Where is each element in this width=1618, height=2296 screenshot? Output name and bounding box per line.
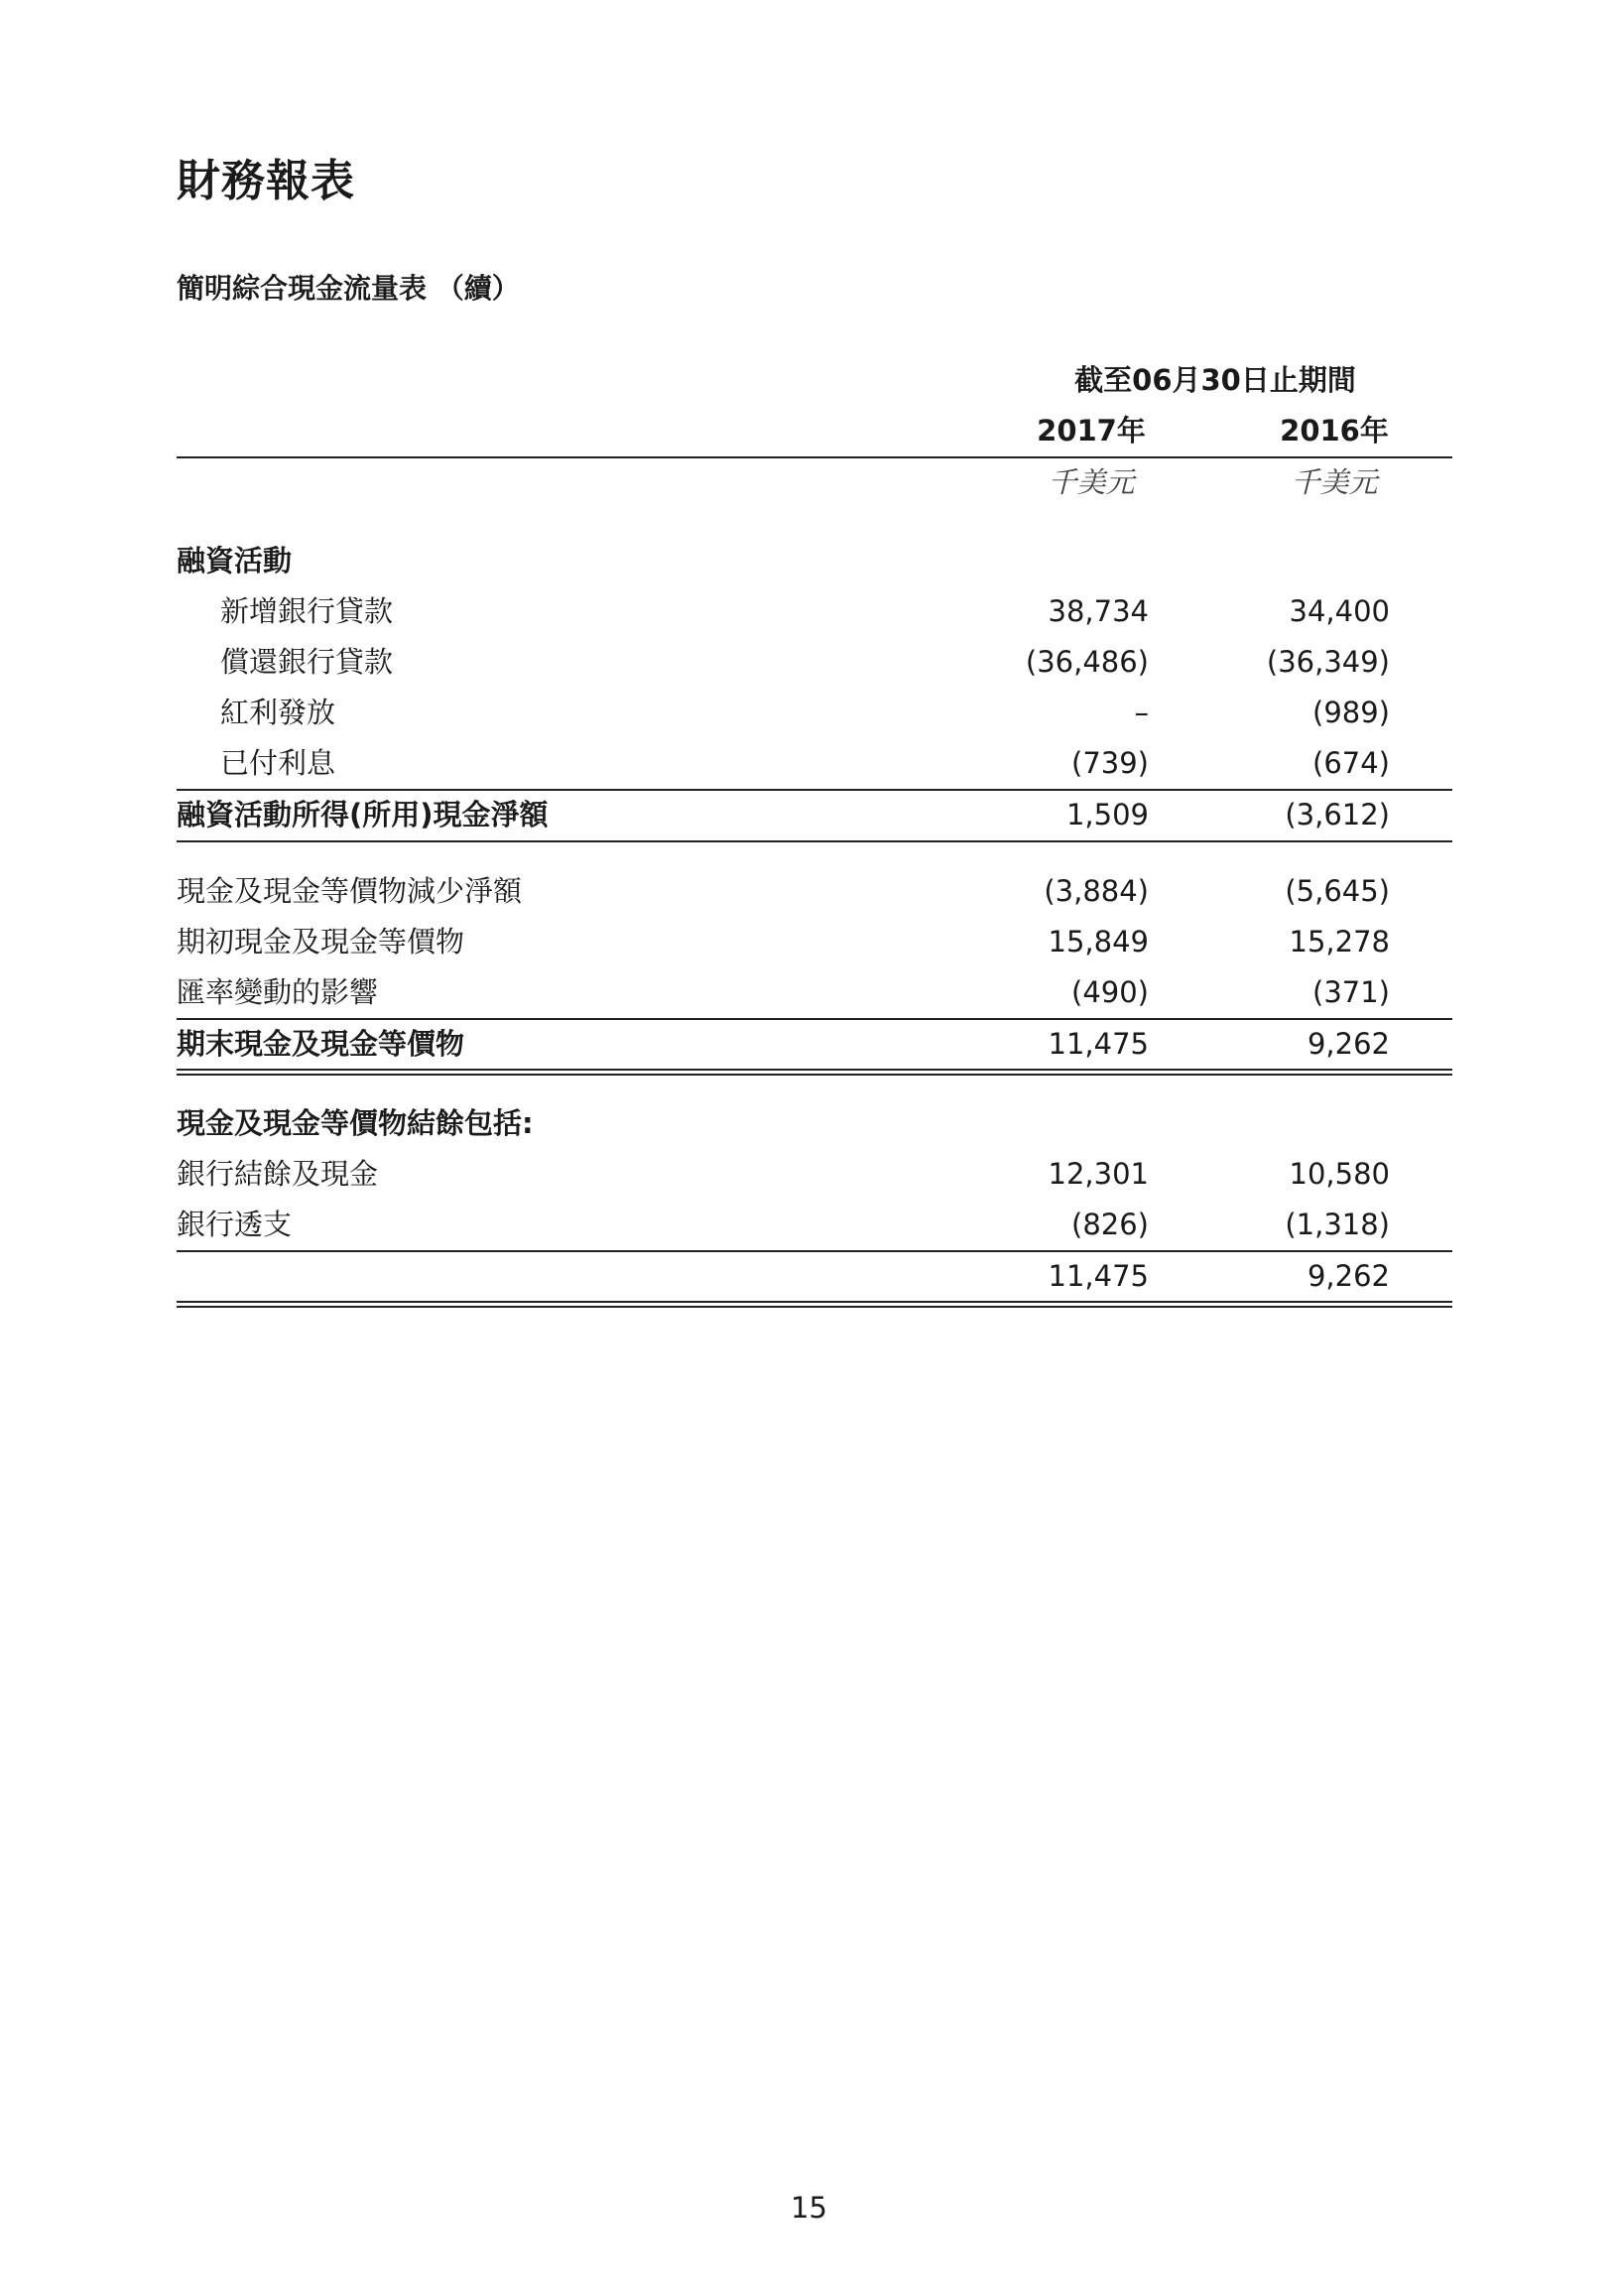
column-header-2017: 2017年: [1037, 414, 1146, 447]
row-label: 融資活動所得(所用)現金淨額: [177, 798, 549, 831]
value-2017: –: [1134, 696, 1149, 729]
value-2016: 10,580: [1289, 1157, 1390, 1191]
table-row: [177, 738, 1452, 789]
table-row: [177, 917, 1452, 967]
row-label: 償還銀行貸款: [220, 645, 394, 679]
closing-cash-row: [177, 1019, 1452, 1070]
value-2017: (36,486): [1025, 645, 1149, 679]
value-2017: 11,475: [1048, 1259, 1149, 1293]
value-2016: (674): [1312, 746, 1390, 780]
table-row: [177, 1149, 1452, 1200]
financing-heading: 融資活動: [177, 544, 293, 577]
value-2017: 12,301: [1048, 1157, 1149, 1191]
value-2016: (3,612): [1285, 798, 1390, 831]
value-2017: 1,509: [1065, 798, 1149, 831]
page-number: 15: [791, 2191, 827, 2225]
table-row: [177, 637, 1452, 688]
value-2016: 9,262: [1307, 1027, 1390, 1061]
total-double-rule: [177, 1301, 1452, 1303]
value-2016: 34,400: [1289, 594, 1390, 628]
period-header: 截至06月30日止期間: [1074, 363, 1356, 397]
value-2017: 11,475: [1048, 1027, 1149, 1061]
value-2016: (989): [1312, 696, 1390, 729]
total-double-rule: [177, 1069, 1452, 1071]
value-2017: 15,849: [1048, 925, 1149, 958]
value-2017: (826): [1071, 1208, 1149, 1241]
table-row: [177, 586, 1452, 637]
breakdown-heading-row: [177, 1098, 1452, 1149]
value-2016: (371): [1312, 975, 1390, 1009]
value-2017: (490): [1071, 975, 1149, 1009]
unit-label-2017: 千美元: [1048, 465, 1135, 499]
row-label: 匯率變動的影響: [177, 975, 379, 1009]
breakdown-total-row: [177, 1251, 1452, 1302]
row-label: 新增銀行貸款: [220, 594, 394, 628]
row-label: 期初現金及現金等價物: [177, 925, 465, 958]
value-2016: (36,349): [1266, 645, 1390, 679]
table-row: [177, 688, 1452, 738]
financing-heading-row: [177, 536, 1452, 586]
row-label: 現金及現金等價物減少淨額: [177, 874, 523, 908]
value-2017: 38,734: [1048, 594, 1149, 628]
value-2016: (1,318): [1285, 1208, 1390, 1241]
section-title: 簡明綜合現金流量表 （續）: [177, 272, 520, 305]
value-2016: (5,645): [1285, 874, 1390, 908]
breakdown-heading: 現金及現金等價物結餘包括:: [177, 1106, 534, 1140]
value-2016: 15,278: [1289, 925, 1390, 958]
value-2017: (3,884): [1044, 874, 1149, 908]
row-label: 銀行結餘及現金: [177, 1157, 379, 1191]
page-title: 財務報表: [177, 156, 355, 206]
row-label: 期末現金及現金等價物: [177, 1027, 465, 1061]
subtotal-rule: [177, 840, 1452, 842]
unit-label-2016: 千美元: [1291, 465, 1378, 499]
table-row: [177, 1200, 1452, 1250]
table-row: [177, 967, 1452, 1018]
column-header-2016: 2016年: [1280, 414, 1389, 447]
row-label: 紅利發放: [220, 696, 336, 729]
value-2016: 9,262: [1307, 1259, 1390, 1293]
value-2017: (739): [1071, 746, 1149, 780]
financing-net-row: [177, 790, 1452, 840]
row-label: 已付利息: [220, 746, 336, 780]
row-label: 銀行透支: [177, 1208, 293, 1241]
table-row: [177, 866, 1452, 917]
